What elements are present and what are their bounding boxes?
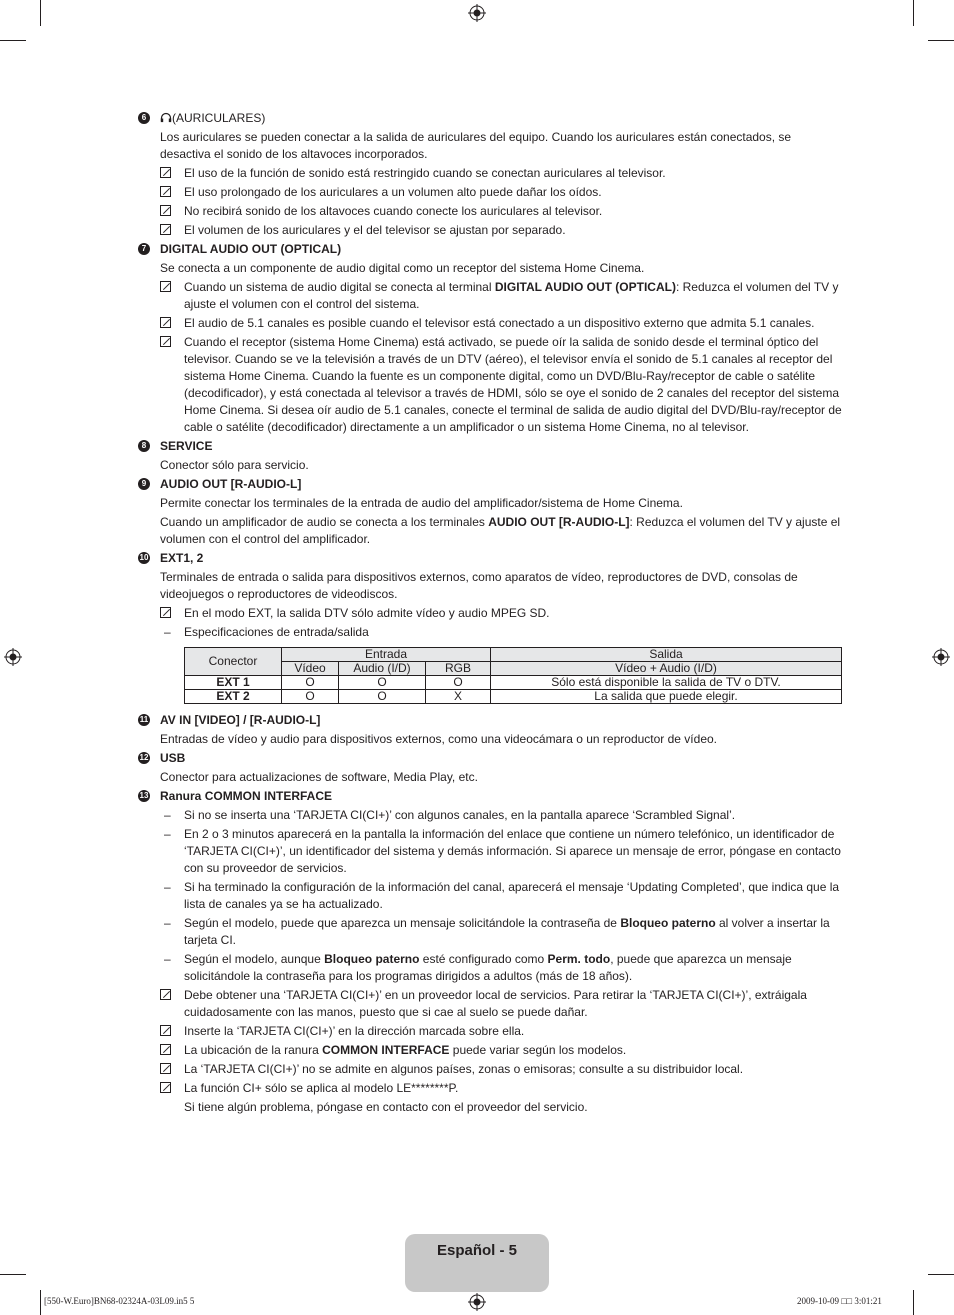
note: Cuando el receptor (sistema Home Cinema) está activado, se puede oír la salida de sonido desde el terminal óptico del televisor. Cuando se ve la televisión a través de un DTV (aéreo), el televisor envía el sonido de 5.1 canales al receptor del sistema Home Cinema. Cuando la fuente es un componente digital, como un DVD/Blu-Ray/receptor de cable o satélite (decodificador), y está conectada al televisor a través de HDMI, sólo se oye el sonido de 2 canales del receptor del sistema Home Cinema. Si desea oír audio de 5.1 canales, conecte el terminal de salida de audio digital del DVD/Blu-ray/receptor de cable o satélite (decodificador) directamente a un amplificador o un sistema Home Cinema, no al televisor. [160, 334, 842, 436]
dash-item: – Según el modelo, puede que aparezca un mensaje solicitándole la contraseña de Bloqueo paterno al volver a insertar la tarjeta CI. [164, 916, 830, 947]
note: La función CI+ sólo se aplica al modelo LE********P. [160, 1080, 842, 1097]
section-av-in [138, 712, 842, 748]
note: Inserte la ‘TARJETA CI(CI+)’ en la dirección marcada sobre ella. [160, 1023, 842, 1040]
section-number: 9 [138, 478, 150, 490]
note: El uso prolongado de los auriculares a un volumen alto puede dañar los oídos. [160, 184, 842, 201]
table-row: EXT 1 O O O Sólo está disponible la salida de TV o DTV. [185, 676, 842, 690]
section-service [138, 438, 842, 474]
section-number: 7 [138, 243, 150, 255]
io-spec-table [184, 647, 842, 704]
note-icon [160, 1044, 171, 1055]
registration-mark-icon [4, 648, 22, 666]
table-header: Audio (I/D) [339, 662, 426, 676]
crop-mark [913, 1290, 914, 1315]
table-header: Vídeo + Audio (I/D) [491, 662, 842, 676]
note-icon [160, 1082, 171, 1093]
note-icon [160, 1025, 171, 1036]
table-row: EXT 2 O O X La salida que puede elegir. [185, 690, 842, 704]
section-number: 8 [138, 440, 150, 452]
note: El uso de la función de sonido está restringido cuando se conectan auriculares al televisor. [160, 165, 842, 182]
table-header: Vídeo [282, 662, 339, 676]
section-title: Ranura COMMON INTERFACE [160, 789, 333, 803]
note-icon [160, 336, 171, 347]
section-title: AUDIO OUT [R-AUDIO-L] [160, 477, 302, 491]
dash-item: – Si no se inserta una ‘TARJETA CI(CI+)’ con algunos canales, en la pantalla aparece ‘Scrambled Signal’. [164, 808, 736, 822]
crop-mark [928, 1274, 954, 1275]
table-header: Entrada [282, 648, 491, 662]
paragraph: Entradas de vídeo y audio para dispositivos externos, como una videocámara o un reproductor de vídeo. [160, 732, 717, 746]
paragraph: Se conecta a un componente de audio digital como un receptor del sistema Home Cinema. [160, 261, 645, 275]
section-usb [138, 750, 842, 786]
section-digital-audio-out [138, 241, 842, 436]
note: Cuando un sistema de audio digital se conecta al terminal DIGITAL AUDIO OUT (OPTICAL): Reduzca el volumen del TV y ajuste el volumen con el control del sistema. [160, 279, 842, 313]
note-icon [160, 186, 171, 197]
section-audio-out [138, 476, 842, 548]
note: Debe obtener una ‘TARJETA CI(CI+)’ en un proveedor local de servicios. Para retirar la ‘TARJETA CI(CI+)’, extráigala cuidadosamente con las manos, puesto que si cae al suelo se puede dañar. [160, 987, 842, 1021]
paragraph: Conector sólo para servicio. [160, 458, 309, 472]
headphones-icon [160, 112, 172, 123]
print-slug-left: [550-W.Euro]BN68-02324A-03L09.in5 5 [44, 1296, 195, 1306]
note: En el modo EXT, la salida DTV sólo admite vídeo y audio MPEG SD. [160, 605, 842, 622]
note: El volumen de los auriculares y el del televisor se ajustan por separado. [160, 222, 842, 239]
manual-content [138, 110, 842, 1118]
note: No recibirá sonido de los altavoces cuando conecte los auriculares al televisor. [160, 203, 842, 220]
section-headphones [138, 110, 842, 239]
dash-item: – Según el modelo, aunque Bloqueo paterno esté configurado como Perm. todo, puede que aparezca un mensaje solicitándole la contraseña para los programas dirigidos a adultos (más de 18 años). [164, 952, 792, 983]
note-icon [160, 167, 171, 178]
note-icon [160, 224, 171, 235]
crop-mark [928, 40, 954, 41]
page-label: Español - 5 [436, 1242, 518, 1259]
page-number-tab [405, 1234, 549, 1292]
section-title: SERVICE [160, 439, 213, 453]
registration-mark-icon [468, 4, 486, 22]
registration-mark-icon [468, 1293, 486, 1311]
crop-mark [0, 40, 26, 41]
note: El audio de 5.1 canales es posible cuando el televisor está conectado a un dispositivo externo que admita 5.1 canales. [160, 315, 842, 332]
note-icon [160, 205, 171, 216]
paragraph: Si tiene algún problema, póngase en contacto con el proveedor del servicio. [184, 1100, 588, 1114]
crop-mark [913, 0, 914, 26]
section-number: 13 [139, 791, 149, 800]
dash-item: – Si ha terminado la configuración de la información del canal, aparecerá el mensaje ‘Updating Completed’, que indica que la lista de canales ya se ha actualizado. [164, 880, 840, 911]
note-icon [160, 989, 171, 1000]
dash-item: – En 2 o 3 minutos aparecerá en la pantalla la información del enlace que contiene un número telefónico, un identificador de ‘TARJETA CI(CI+)’, un identificador del sistema y demás información. Si aparece un mensaje de error, póngase en contacto con su proveedor de servicios. [164, 827, 841, 875]
paragraph: Terminales de entrada o salida para dispositivos externos, como aparatos de vídeo, reproductores de DVD, consolas de videojuegos o reproductores de videodiscos. [160, 570, 798, 601]
note-icon [160, 607, 171, 618]
paragraph: Cuando un amplificador de audio se conecta a los terminales AUDIO OUT [R-AUDIO-L]: Reduzca el volumen del TV y ajuste el volumen con el control del amplificador. [160, 515, 841, 546]
paragraph: Conector para actualizaciones de software, Media Play, etc. [160, 770, 478, 784]
paragraph: Permite conectar los terminales de la entrada de audio del amplificador/sistema de Home Cinema. [160, 496, 683, 510]
section-number: 10 [139, 553, 149, 562]
section-ext [138, 550, 842, 704]
section-number: 11 [139, 715, 149, 724]
crop-mark [40, 0, 41, 26]
note-icon [160, 1063, 171, 1074]
table-header: RGB [426, 662, 491, 676]
paragraph: Los auriculares se pueden conectar a la salida de auriculares del equipo. Cuando los auriculares están conectados, se desactiva el sonido de los altavoces incorporados. [160, 130, 792, 161]
section-common-interface [138, 788, 842, 1116]
section-title: AV IN [VIDEO] / [R-AUDIO-L] [160, 713, 321, 727]
crop-mark [0, 1274, 26, 1275]
note: La ubicación de la ranura COMMON INTERFACE puede variar según los modelos. [160, 1042, 842, 1059]
dash-item: – Especificaciones de entrada/salida [164, 625, 369, 639]
section-title: DIGITAL AUDIO OUT (OPTICAL) [160, 242, 342, 256]
note-icon [160, 281, 171, 292]
section-title: USB [160, 751, 186, 765]
table-header: Conector [185, 648, 282, 676]
registration-mark-icon [932, 648, 950, 666]
table-header: Salida [491, 648, 842, 662]
crop-mark [40, 1290, 41, 1315]
section-number: 6 [138, 112, 150, 124]
print-slug-right: 2009-10-09 □□ 3:01:21 [797, 1296, 882, 1306]
note: La ‘TARJETA CI(CI+)’ no se admite en algunos países, zonas o emisoras; consulte a su distribuidor local. [160, 1061, 842, 1078]
section-title: (AURICULARES) [160, 110, 842, 127]
section-number: 12 [139, 753, 149, 762]
section-title: EXT1, 2 [160, 551, 204, 565]
note-icon [160, 317, 171, 328]
